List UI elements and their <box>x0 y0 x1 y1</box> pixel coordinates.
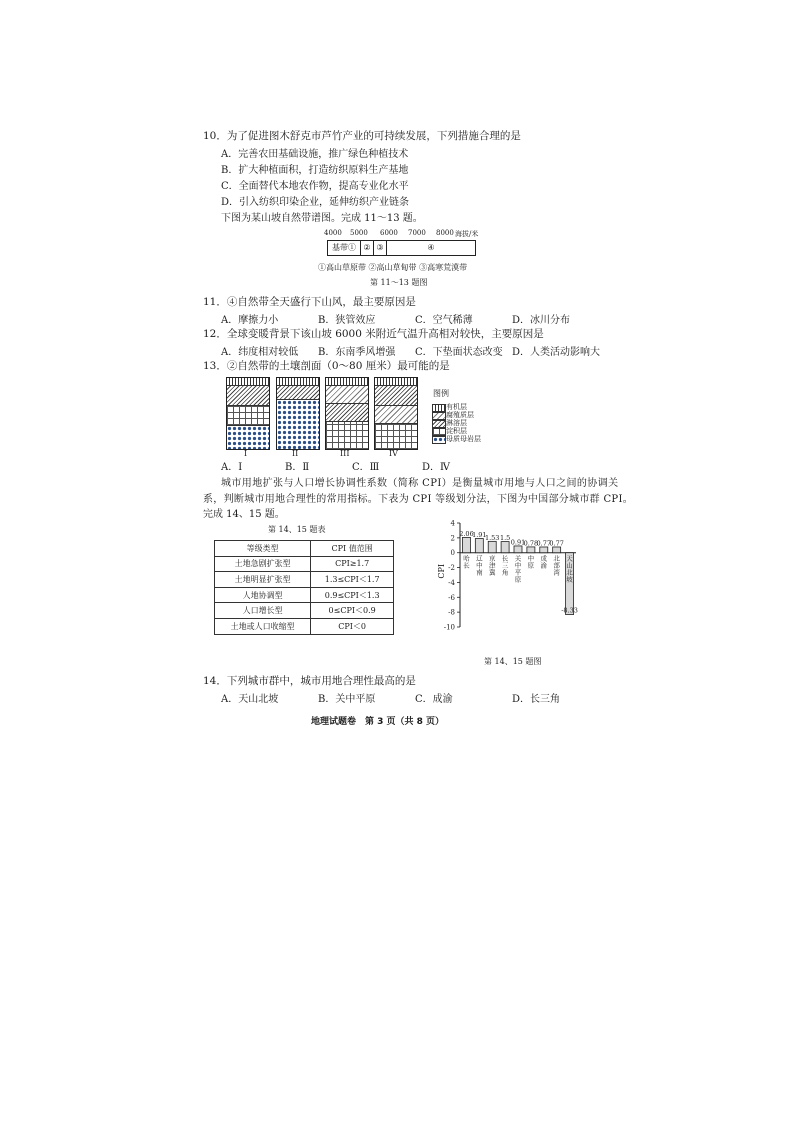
legend-parent: 母质母岩层 <box>446 435 481 443</box>
y-tick-label: 2 <box>450 534 455 543</box>
table-header-range: CPI 值范围 <box>311 541 394 557</box>
legend-illuvial: 淀积层 <box>446 427 467 435</box>
bar <box>501 542 509 553</box>
bar <box>488 541 496 552</box>
legend-swatch-organic <box>432 404 446 412</box>
q11-option-b: B．狭管效应 <box>318 315 376 326</box>
soil-profile-3 <box>325 377 369 450</box>
table-cell: 0≤CPI＜0.9 <box>311 603 394 619</box>
belt-cell-2: ② <box>361 241 374 255</box>
bar-value-label: 0.78 <box>523 539 539 548</box>
q11-stem: 11．④自然带全天盛行下山风，最主要原因是 <box>203 296 416 308</box>
legend-swatch-illuvial <box>432 428 446 436</box>
profile-label-3: III <box>340 449 350 458</box>
soil-legend-title: 图例 <box>433 389 449 398</box>
belt-legend: ①高山草原带 ②高山草甸带 ③高寒荒漠带 <box>318 263 468 272</box>
legend-swatch-eluvial <box>432 420 446 428</box>
profile-label-2: II <box>292 449 299 458</box>
page-footer: 地理试题卷 第 3 页（共 8 页） <box>311 717 445 727</box>
q11-option-a: A．摩擦力小 <box>221 315 279 326</box>
profile-label-4: IV <box>389 449 398 458</box>
legend-organic: 有机层 <box>446 403 467 411</box>
belt-tick-6000: 6000 <box>380 229 398 237</box>
intro-14-15-line-2: 系，判断城市用地合理性的常用指标。下表为 CPI 等级划分法，下图为中国部分城市群 CPI。 <box>203 494 633 505</box>
bar <box>527 547 535 553</box>
category-label: 成渝 <box>540 554 548 570</box>
table-row <box>215 541 394 557</box>
q14-option-c: C．成渝 <box>415 694 453 705</box>
category-label: 辽中南 <box>476 554 483 577</box>
cpi-table <box>214 540 394 635</box>
q13-option-c: C．Ⅲ <box>352 462 380 473</box>
table-cell: 0.9≤CPI＜1.3 <box>311 587 394 603</box>
q14-option-d: D．长三角 <box>512 694 561 705</box>
bar <box>462 537 470 552</box>
soil-profile-2 <box>276 377 320 450</box>
bar <box>475 539 483 553</box>
q13-option-b: B．Ⅱ <box>285 462 310 473</box>
bar-value-label: 1.53 <box>484 533 500 542</box>
y-tick-label: 4 <box>450 519 455 528</box>
cpi-bar-chart <box>430 515 590 657</box>
q10-stem: 10．为了促进图木舒克市芦竹产业的可持续发展，下列措施合理的是 <box>203 130 521 142</box>
q12-stem: 12．全球变暖背景下该山坡 6000 米附近气温升高相对较快，主要原因是 <box>203 328 544 340</box>
y-tick-label: -4 <box>448 578 455 587</box>
y-axis-label: CPI <box>437 563 446 579</box>
soil-profile-4 <box>374 377 418 450</box>
legend-swatch-parent <box>432 436 446 444</box>
q12-option-d: D．人类活动影响大 <box>512 347 601 358</box>
table-row <box>215 618 394 634</box>
cpi-table-title: 第 14、15 题表 <box>268 525 326 534</box>
bar-value-label: 0.77 <box>549 539 564 548</box>
category-label: 天山北坡 <box>566 554 573 584</box>
table-cell: 土地明显扩张型 <box>215 572 311 588</box>
intro-14-15-line-1: 城市用地扩张与人口增长协调性系数（简称 CPI）是衡量城市用地与人口之间的协调关 <box>221 478 619 489</box>
y-tick-label: -2 <box>448 564 455 573</box>
bar-value-label: 1.91 <box>472 531 487 540</box>
table-cell: 人口增长型 <box>215 603 311 619</box>
belt-cell-4: ④ <box>427 243 435 252</box>
bar <box>553 547 561 553</box>
belt-tick-5000: 5000 <box>350 229 368 237</box>
table-cell: 土地或人口收缩型 <box>215 618 311 634</box>
intro-14-15-line-3: 完成 14、15 题。 <box>203 509 285 520</box>
y-tick-label: -8 <box>448 608 455 617</box>
table-row <box>215 587 394 603</box>
q10-option-c: C．全面替代本地农作物，提高专业化水平 <box>221 181 409 192</box>
category-label: 中原 <box>527 554 535 570</box>
legend-swatch-humus <box>432 412 446 420</box>
bar <box>514 546 522 553</box>
y-tick-label: -10 <box>443 623 455 632</box>
y-tick-label: 0 <box>450 549 455 558</box>
q11-option-c: C．空气稀薄 <box>415 315 473 326</box>
table-cell: 人地协调型 <box>215 587 311 603</box>
belt-axis-unit: 海拔/米 <box>455 230 479 238</box>
q12-option-a: A．纬度相对较低 <box>221 347 299 358</box>
q12-option-c: C．下垫面状态改变 <box>415 347 503 358</box>
profile-label-1: I <box>244 449 248 458</box>
intro-11-13: 下图为某山坡自然带谱图。完成 11～13 题。 <box>221 213 423 224</box>
y-tick-label: -6 <box>448 593 455 602</box>
q10-option-d: D．引入纺织印染企业，延伸纺织产业链条 <box>221 197 410 208</box>
category-label: 关中平原 <box>514 554 522 584</box>
bar-value-label: 0.91 <box>510 538 526 547</box>
table-row <box>215 572 394 588</box>
q10-option-b: B．扩大种植面积，打造纺织原料生产基地 <box>221 165 409 176</box>
q11-option-d: D．冰川分布 <box>512 315 571 326</box>
bar-value-label: 1.5 <box>499 534 511 543</box>
belt-tick-8000: 8000 <box>436 229 454 237</box>
belt-cell-3: ③ <box>374 241 387 255</box>
belt-bar <box>327 240 476 256</box>
belt-cell-1: 基带① <box>328 241 361 255</box>
category-label: 京津冀 <box>488 554 496 577</box>
belt-tick-4000: 4000 <box>324 229 342 237</box>
q12-option-b: B．东南季风增强 <box>318 347 396 358</box>
table-cell: 1.3≤CPI＜1.7 <box>311 572 394 588</box>
bar-value-label: 0.77 <box>536 539 552 548</box>
table-row <box>215 603 394 619</box>
table-row <box>215 556 394 572</box>
q14-stem: 14．下列城市群中，城市用地合理性最高的是 <box>203 675 416 687</box>
q10-option-a: A．完善农田基础设施，推广绿色种植技术 <box>221 149 409 160</box>
table-cell: CPI＜0 <box>311 618 394 634</box>
legend-eluvial: 淋溶层 <box>446 419 467 427</box>
bar-value-label: -8.33 <box>561 606 578 615</box>
table-cell: 土地急剧扩张型 <box>215 556 311 572</box>
belt-tick-7000: 7000 <box>408 229 426 237</box>
table-cell: CPI≥1.7 <box>311 556 394 572</box>
belt-caption: 第 11～13 题图 <box>370 278 428 287</box>
q14-option-b: B．关中平原 <box>318 694 376 705</box>
table-header-grade: 等级类型 <box>215 541 311 557</box>
soil-profile-1 <box>226 377 270 450</box>
q14-option-a: A．天山北坡 <box>221 694 279 705</box>
category-label: 北部湾 <box>553 554 560 577</box>
category-label: 哈长 <box>463 554 470 570</box>
q13-option-a: A．Ⅰ <box>221 462 243 473</box>
category-label: 长三角 <box>501 554 509 577</box>
bar-value-label: 2.06 <box>459 529 474 538</box>
q13-stem: 13．②自然带的土壤剖面（0～80 厘米）最可能的是 <box>203 360 450 372</box>
cpi-chart-caption: 第 14、15 题图 <box>484 657 542 666</box>
legend-humus: 腐殖质层 <box>446 411 474 419</box>
q13-option-d: D．Ⅳ <box>422 462 451 473</box>
bar <box>540 547 548 553</box>
